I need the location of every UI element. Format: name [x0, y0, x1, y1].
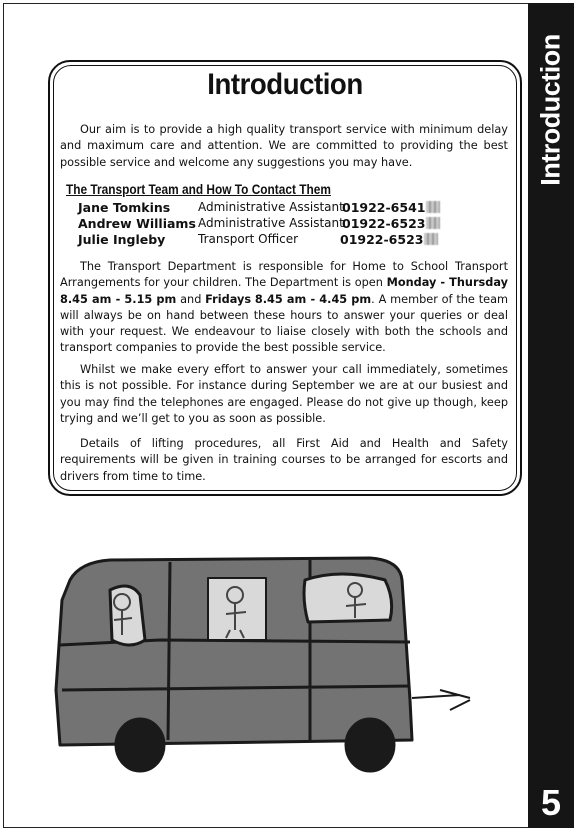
opening-hours-weekdays: 8.45 am - 5.15 pm	[60, 292, 177, 306]
side-tab-label: Introduction	[535, 34, 566, 186]
front-window	[304, 574, 392, 622]
contact-name: Julie Ingleby	[78, 232, 166, 247]
contact-phone[interactable]: 01922-6523	[340, 232, 438, 247]
rear-wheel	[116, 719, 164, 771]
contact-name: Jane Tomkins	[78, 200, 171, 215]
contact-name: Andrew Williams	[78, 216, 196, 231]
page-title: Introduction	[207, 68, 363, 101]
opening-days-weekdays: Monday - Thursday	[386, 276, 508, 290]
contact-phone[interactable]: 01922-6523	[342, 216, 440, 231]
intro-paragraph-4: Details of lifting procedures, all First Aid and Health and Safety requirements will be given in training courses to be arranged for escorts and drivers from time to time.	[60, 437, 508, 483]
opening-days-friday: Fridays	[205, 292, 252, 306]
contact-phone[interactable]: 01922-6541	[342, 200, 440, 215]
redacted-digits	[426, 201, 440, 213]
redacted-digits	[426, 217, 440, 229]
van-drawing	[40, 540, 510, 790]
intro-paragraph-1: Our aim is to provide a high quality transport service with minimum delay and maximum care and attention. We are committed to providing the best possible service and welcome any suggestions you may have.	[60, 123, 508, 169]
contact-role: Administrative Assistant	[198, 200, 344, 214]
redacted-digits	[424, 233, 438, 245]
front-wheel	[346, 719, 394, 771]
intro-paragraph-2: The Transport Department is responsible for Home to School Transport Arrangements for your children. The Department is open Monday - Thursday 8.45 am - 5.15 pm and Fridays 8.45 am - 4.45 pm. A member of the team will always be on hand between these hours to answer your queries or deal with your request. We endeavour to liaise closely with both the schools and transport companies to provide the best possible service.	[60, 260, 508, 355]
opening-hours-friday: 8.45 am - 4.45 pm	[254, 292, 372, 306]
page-number: 5	[540, 782, 562, 823]
contact-role: Transport Officer	[198, 232, 299, 246]
team-heading: The Transport Team and How To Contact Them	[66, 182, 331, 197]
intro-paragraph-3: Whilst we make every effort to answer your call immediately, sometimes this is not possible. For instance during September we are at our busiest and you may find the telephones are engaged. Please do not give up though, keep trying and we’ll get to you as soon as possible.	[60, 363, 508, 425]
rear-window	[110, 586, 145, 645]
contact-role: Administrative Assistant	[198, 216, 344, 230]
